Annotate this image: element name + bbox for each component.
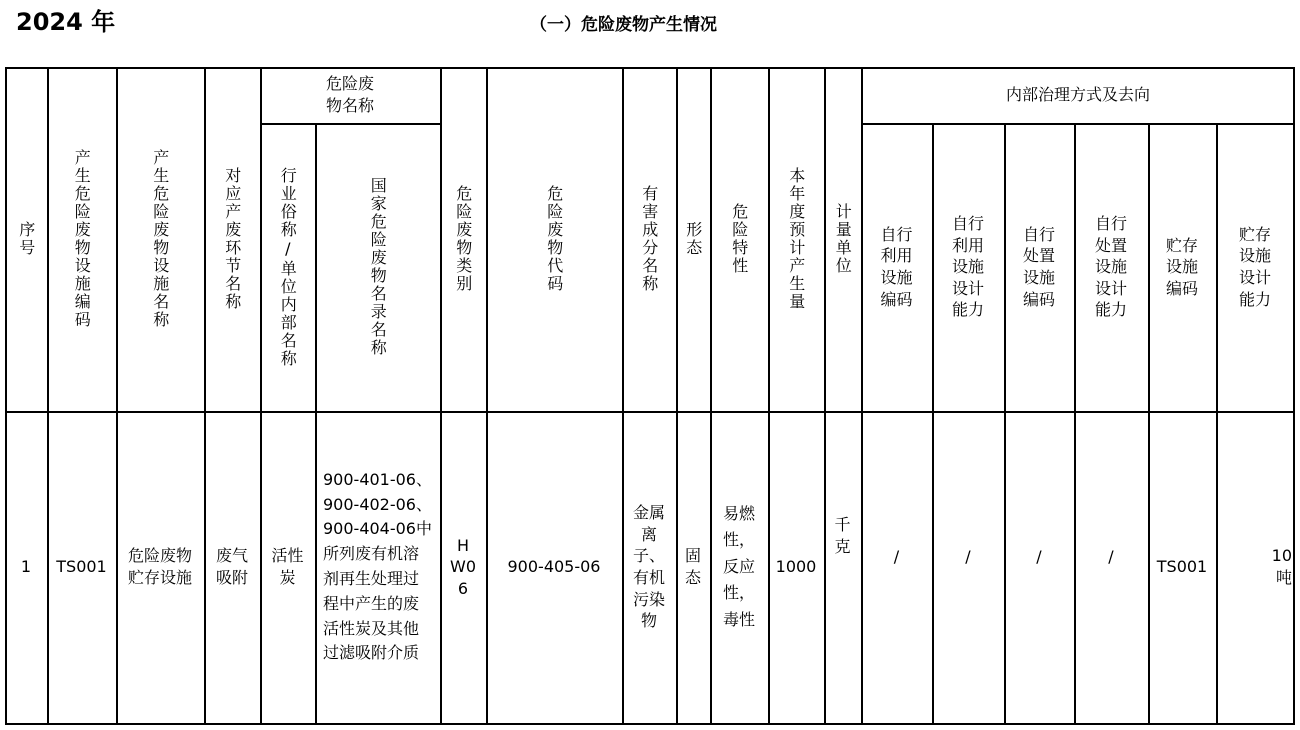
header-hazard-property: 危险特性 [729, 203, 749, 275]
header-internal-group: 内部治理方式及去向 [1005, 85, 1150, 105]
waste-table [5, 67, 1295, 724]
cell-process-name: 废气吸附 [215, 546, 248, 587]
header-industry-name: 行业俗称/单位内部名称 [278, 166, 298, 368]
header-hazardous-components: 有害成分名称 [639, 185, 659, 293]
cell-industry-name: 活性炭 [271, 546, 304, 587]
cell-hazardous-components: 金属离子、有机污染物 [632, 503, 665, 631]
header-code: 危险废物代码 [544, 185, 564, 293]
cell-storage-code: TS001 [1156, 557, 1208, 577]
year-label: 2024 年 [16, 8, 116, 36]
cell-facility-name: 危险废物贮存设施 [127, 546, 192, 587]
cell-form: 固态 [684, 546, 701, 587]
cell-unit: 千克 [834, 515, 851, 556]
header-self-use-capacity: 自行利用设施设计能力 [951, 214, 984, 320]
table-border-bottom [5, 723, 1295, 725]
header-facility-name: 产生危险废物设施名称 [150, 149, 170, 329]
header-form: 形态 [683, 221, 703, 257]
header-process-name: 对应产废环节名称 [222, 167, 242, 311]
cell-hazard-property: 易燃性，反应性，毒性 [722, 504, 755, 629]
header-annual-amount: 本年度预计产生量 [786, 167, 806, 311]
cell-seq: 1 [20, 557, 32, 577]
cell-self-use-code: / [893, 547, 900, 567]
header-storage-capacity: 贮存设施设计能力 [1238, 224, 1271, 309]
cell-self-use-capacity: / [965, 547, 971, 567]
cell-facility-code: TS001 [56, 557, 107, 577]
header-storage-code: 贮存设施编码 [1165, 235, 1198, 298]
header-unit: 计量单位 [833, 203, 853, 275]
cell-category: HW06 [450, 535, 476, 598]
header-seq: 序号 [16, 221, 36, 257]
header-national-name: 国家危险废物名录名称 [368, 177, 388, 357]
cell-code: 900-405-06 [507, 557, 601, 577]
section-title: （一）危险废物产生情况 [530, 15, 717, 35]
cell-storage-capacity: 10吨 [1271, 546, 1292, 587]
header-facility-code: 产生危险废物设施编码 [72, 149, 92, 329]
header-self-use-code: 自行利用设施编码 [880, 224, 913, 309]
cell-annual-amount: 1000 [775, 557, 817, 577]
header-waste-name-group: 危险废物名称 [325, 74, 374, 115]
cell-national-name: 900-401-06、900-402-06、900-404-06中所列废有机溶剂再生处理过程中产生的废活性炭及其他过滤吸附介质 [323, 469, 432, 663]
cell-self-dispose-capacity: / [1108, 547, 1114, 567]
header-category: 危险废物类别 [453, 185, 473, 293]
header-self-dispose-capacity: 自行处置设施设计能力 [1094, 214, 1127, 320]
header-self-dispose-code: 自行处置设施编码 [1022, 224, 1055, 309]
cell-self-dispose-code: / [1036, 547, 1042, 567]
